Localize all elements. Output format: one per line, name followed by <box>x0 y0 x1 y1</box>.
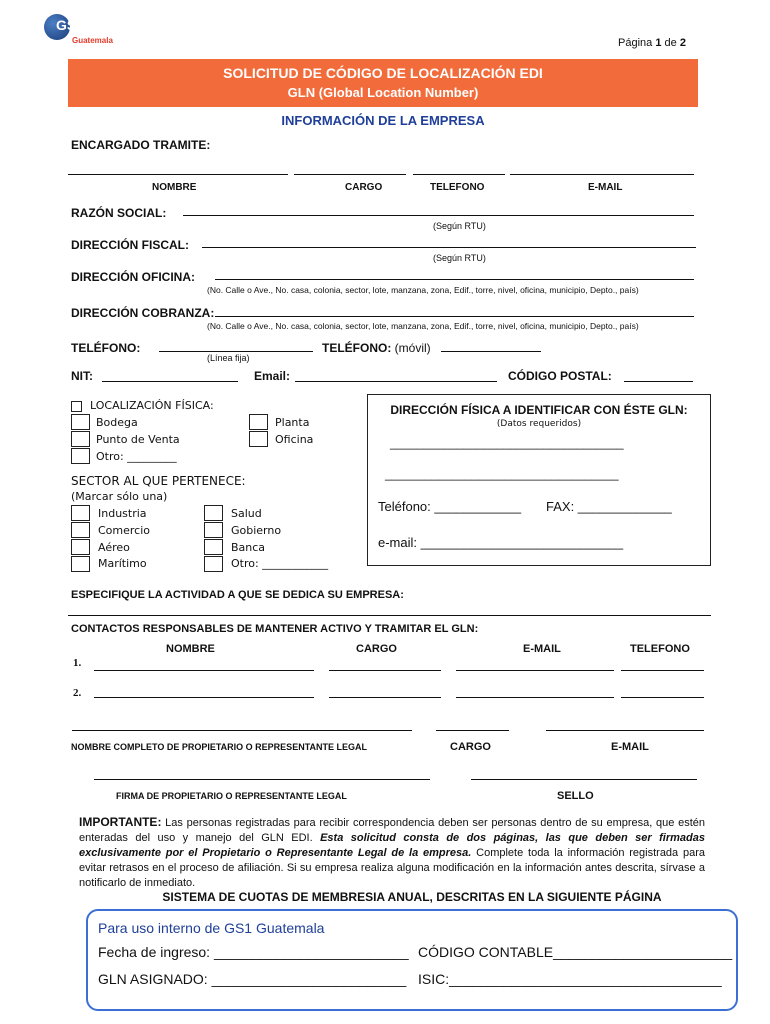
option-maritimo: Marítimo <box>98 557 147 570</box>
checkbox-salud[interactable] <box>204 505 223 521</box>
option-otro: Otro: _________ <box>96 450 177 463</box>
direccion-fisica-title: DIRECCIÓN FÍSICA A IDENTIFICAR CON ÉSTE GLN: <box>390 403 688 417</box>
option-industria: Industria <box>98 507 147 520</box>
razon-social-label: RAZÓN SOCIAL: <box>71 206 167 220</box>
direccion-fiscal-label: DIRECCIÓN FISCAL: <box>71 238 189 252</box>
sector-note: (Marcar sólo una) <box>71 490 168 503</box>
contacto-1-telefono[interactable] <box>621 670 704 671</box>
form-title: SOLICITUD DE CÓDIGO DE LOCALIZACIÓN EDI <box>223 65 543 81</box>
sector-label: SECTOR AL QUE PERTENECE: <box>71 474 246 488</box>
contacto-2-nombre[interactable] <box>94 697 314 698</box>
option-banca: Banca <box>231 541 266 554</box>
direccion-fiscal-field[interactable] <box>202 247 696 248</box>
nit-label: NIT: <box>71 369 93 383</box>
contacto-row-2-number: 2. <box>73 687 82 699</box>
firma-field[interactable] <box>94 779 430 780</box>
contacto-1-email[interactable] <box>456 670 614 671</box>
box-fax-field[interactable]: FAX: _____________ <box>546 499 672 514</box>
option-gobierno: Gobierno <box>231 524 282 537</box>
direccion-oficina-note: (No. Calle o Ave., No. casa, colonia, sector, lote, manzana, zona, Edif., torre, nivel, oficina, municipio, Depto., país) <box>207 285 639 295</box>
checkbox-punto-venta[interactable] <box>71 431 90 447</box>
localizacion-checkbox[interactable] <box>71 401 82 412</box>
contacto-row-1-number: 1. <box>73 657 82 669</box>
encargado-email-line[interactable] <box>510 174 694 175</box>
encargado-label: ENCARGADO TRAMITE: <box>71 138 211 152</box>
box-email-field[interactable]: e-mail: ____________________________ <box>378 535 624 550</box>
checkbox-oficina[interactable] <box>249 431 268 447</box>
option-comercio: Comercio <box>98 524 151 537</box>
telefono-note: (Línea fija) <box>207 353 250 363</box>
direccion-cobranza-field[interactable] <box>215 316 694 317</box>
checkbox-planta[interactable] <box>249 414 268 430</box>
col-nombre: NOMBRE <box>152 182 197 193</box>
option-planta: Planta <box>275 416 310 429</box>
encargado-nombre-line[interactable] <box>68 174 288 175</box>
localizacion-label: LOCALIZACIÓN FÍSICA: <box>90 399 214 412</box>
contacto-2-email[interactable] <box>456 697 614 698</box>
contacto-1-nombre[interactable] <box>94 670 314 671</box>
form-subtitle: GLN (Global Location Number) <box>287 85 479 100</box>
encargado-cargo-line[interactable] <box>294 174 406 175</box>
box-telefono-field[interactable]: Teléfono: ____________ <box>378 499 522 514</box>
direccion-cobranza-label: DIRECCIÓN COBRANZA: <box>71 306 215 320</box>
internal-use-title: Para uso interno de GS1 Guatemala <box>98 920 325 936</box>
codigo-postal-field[interactable] <box>624 381 693 382</box>
propietario-cargo-label: CARGO <box>450 741 491 753</box>
encargado-telefono-line[interactable] <box>413 174 505 175</box>
contacto-1-cargo[interactable] <box>329 670 441 671</box>
direccion-cobranza-note: (No. Calle o Ave., No. casa, colonia, sector, lote, manzana, zona, Edif., torre, nivel, oficina, municipio, Depto., país) <box>207 321 639 331</box>
logo-region: Guatemala <box>72 36 113 45</box>
option-punto-venta: Punto de Venta <box>96 433 180 446</box>
sistema-cuotas-note: SISTEMA DE CUOTAS DE MEMBRESIA ANUAL, DESCRITAS EN LA SIGUIENTE PÁGINA <box>162 890 662 904</box>
codigo-postal-label: CÓDIGO POSTAL: <box>508 369 612 383</box>
contactos-col-email: E-MAIL <box>523 643 561 655</box>
checkbox-otro[interactable] <box>71 448 90 464</box>
telefono-movil-label: TELÉFONO: (móvil) <box>322 341 431 355</box>
telefono-movil-field[interactable] <box>441 351 541 352</box>
checkbox-aereo[interactable] <box>71 539 90 555</box>
isic-field[interactable]: ISIC:___________________________________ <box>418 971 722 987</box>
direccion-oficina-label: DIRECCIÓN OFICINA: <box>71 270 195 284</box>
propietario-email-field[interactable] <box>546 730 704 731</box>
checkbox-maritimo[interactable] <box>71 556 90 572</box>
codigo-contable-field[interactable]: CÓDIGO CONTABLE_______________________ <box>418 944 733 960</box>
telefono-label: TELÉFONO: <box>71 341 141 355</box>
option-oficina: Oficina <box>275 433 314 446</box>
contacto-2-telefono[interactable] <box>621 697 704 698</box>
fecha-ingreso-field[interactable]: Fecha de ingreso: _________________________ <box>98 944 409 960</box>
direccion-fisica-note: (Datos requeridos) <box>496 419 582 429</box>
contacto-2-cargo[interactable] <box>329 697 441 698</box>
checkbox-gobierno[interactable] <box>204 522 223 538</box>
actividad-label: ESPECIFIQUE LA ACTIVIDAD A QUE SE DEDICA SU EMPRESA: <box>71 589 404 601</box>
col-email: E-MAIL <box>588 182 623 193</box>
direccion-fisica-line2[interactable]: ___________________________________ <box>385 467 619 481</box>
razon-social-note: (Según RTU) <box>433 221 486 231</box>
firma-label: FIRMA DE PROPIETARIO O REPRESENTANTE LEGAL <box>116 791 347 801</box>
option-otro-sector: Otro: ____________ <box>231 557 329 570</box>
contactos-col-nombre: NOMBRE <box>166 643 215 655</box>
option-bodega: Bodega <box>96 416 138 429</box>
contactos-label: CONTACTOS RESPONSABLES DE MANTENER ACTIVO Y TRAMITAR EL GLN: <box>71 623 479 635</box>
direccion-fisica-line1[interactable]: ___________________________________ <box>390 436 624 450</box>
page-indicator: Página 1 de 2 <box>618 37 686 49</box>
propietario-nombre-field[interactable] <box>72 730 412 731</box>
nit-field[interactable] <box>102 381 238 382</box>
col-telefono: TELEFONO <box>430 182 485 193</box>
propietario-email-label: E-MAIL <box>611 741 649 753</box>
actividad-field[interactable] <box>68 615 711 616</box>
contactos-col-telefono: TELEFONO <box>630 643 690 655</box>
sello-field[interactable] <box>471 779 697 780</box>
checkbox-industria[interactable] <box>71 505 90 521</box>
checkbox-banca[interactable] <box>204 539 223 555</box>
section-company-heading: INFORMACIÓN DE LA EMPRESA <box>281 113 485 128</box>
razon-social-field[interactable] <box>183 215 694 216</box>
sello-label: SELLO <box>557 790 594 802</box>
telefono-field[interactable] <box>159 351 313 352</box>
direccion-fiscal-note: (Según RTU) <box>433 253 486 263</box>
option-aereo: Aéreo <box>98 541 130 554</box>
col-cargo: CARGO <box>345 182 383 193</box>
checkbox-otro-sector[interactable] <box>204 556 223 572</box>
gln-asignado-field[interactable]: GLN ASIGNADO: _________________________ <box>98 971 407 987</box>
importante-paragraph: IMPORTANTE: Las personas registradas para recibir correspondencia deben ser personas dentro de su empresa, que estén enteradas del uso y manejo del GLN EDI. Esta solicitud consta de dos páginas, las que deben ser firmadas exclusivamente por el Propietario o Representante Legal de la empresa. Complete toda la información registrada para evitar retrasos en el proceso de afiliación. Si su empresa realiza alguna modificación en la información antes descrita, sírvase a notificarlo de inmediato. <box>79 815 705 889</box>
contactos-col-cargo: CARGO <box>356 643 397 655</box>
email-field[interactable] <box>295 381 497 382</box>
propietario-nombre-label: NOMBRE COMPLETO DE PROPIETARIO O REPRESENTANTE LEGAL <box>71 742 368 752</box>
logo-brand: GS1 <box>56 17 85 33</box>
propietario-cargo-field[interactable] <box>436 730 509 731</box>
checkbox-bodega[interactable] <box>71 414 90 430</box>
email-label: Email: <box>254 369 291 383</box>
option-salud: Salud <box>231 507 262 520</box>
checkbox-comercio[interactable] <box>71 522 90 538</box>
direccion-oficina-field[interactable] <box>215 279 694 280</box>
